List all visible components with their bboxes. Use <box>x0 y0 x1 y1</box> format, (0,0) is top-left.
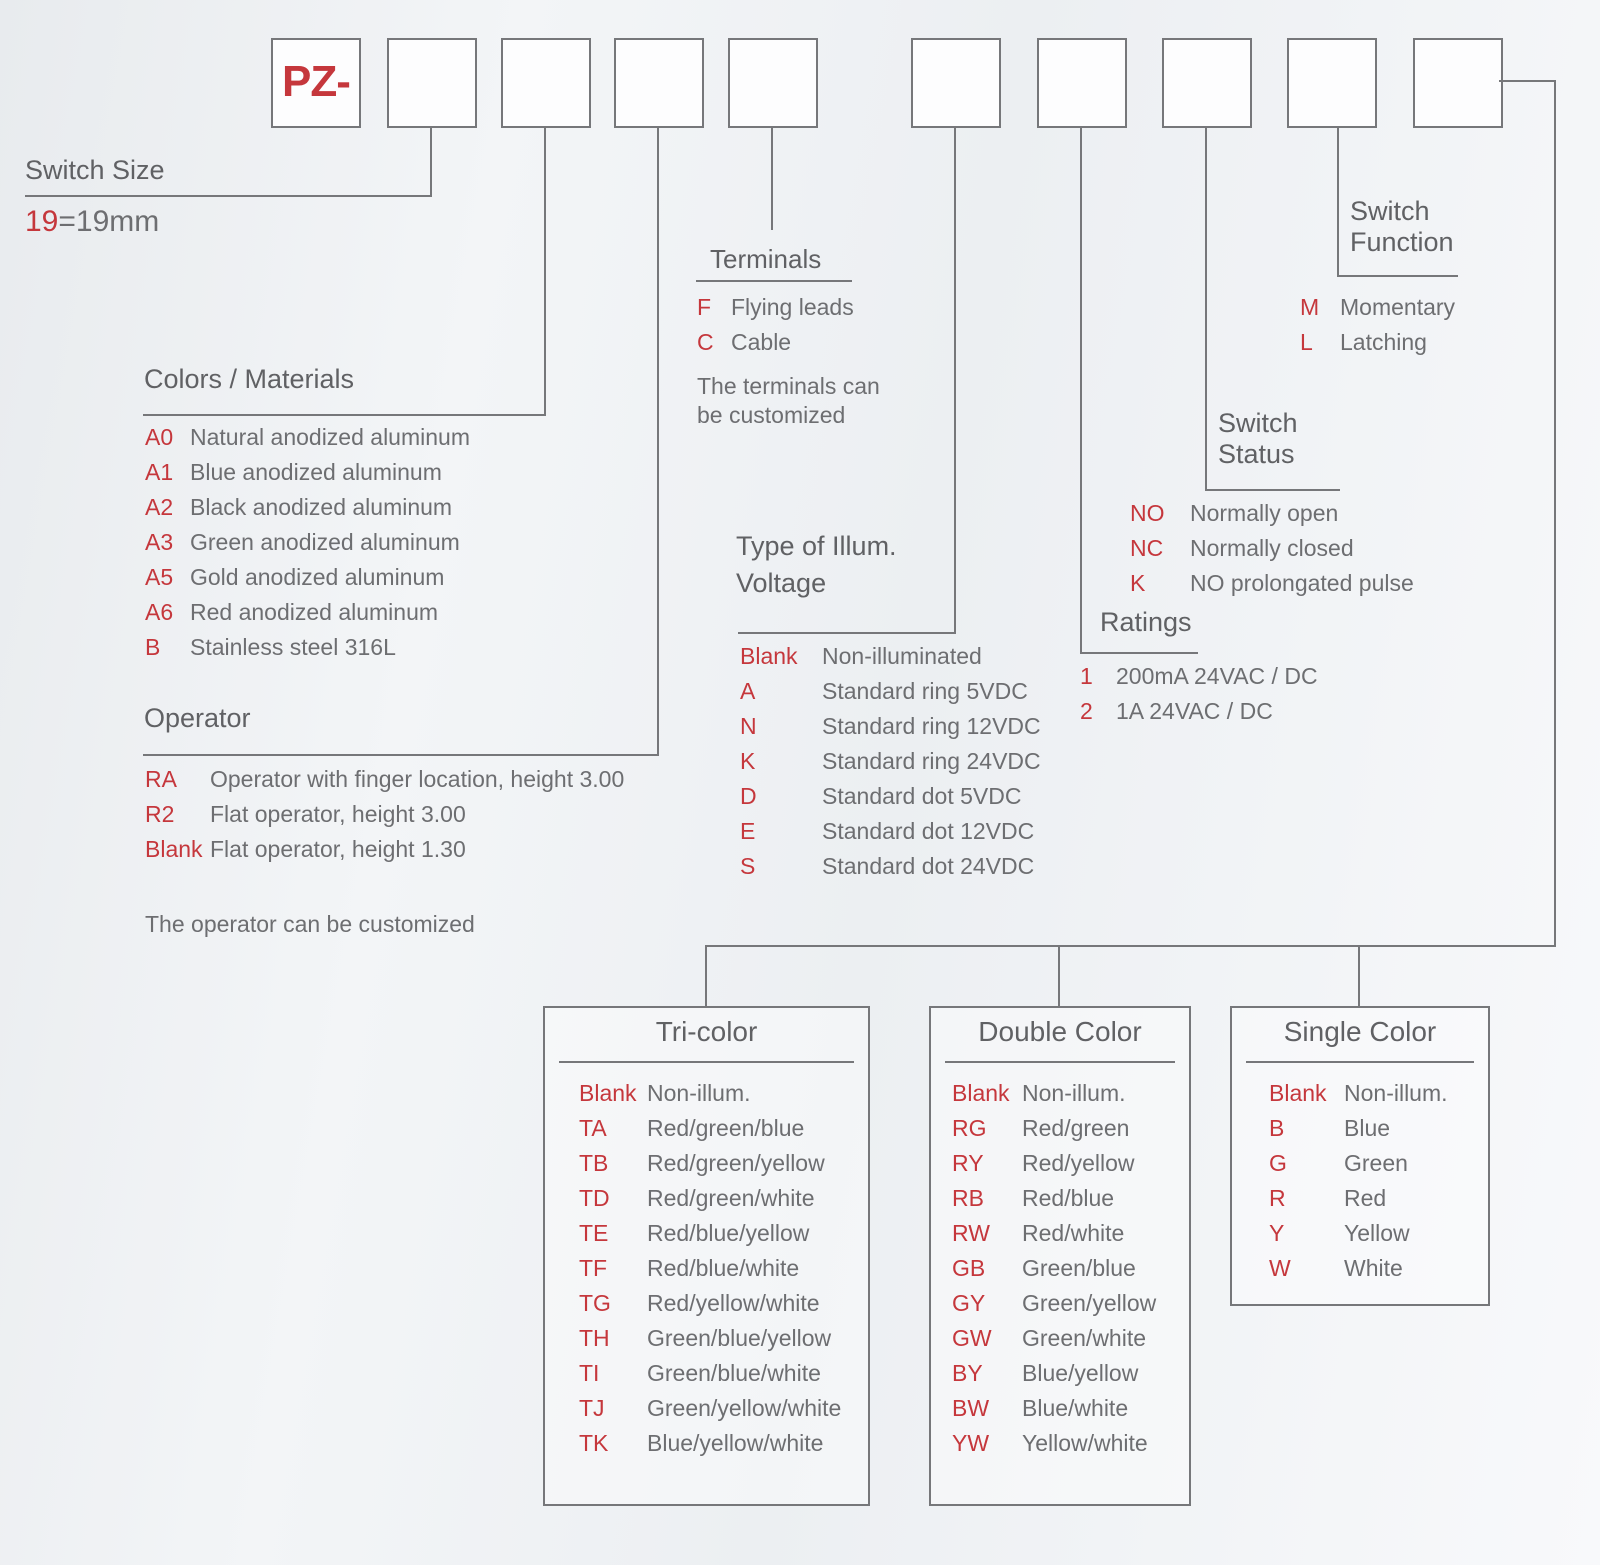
option-desc: Red/green/white <box>647 1185 815 1211</box>
option-desc: Red/yellow/white <box>647 1290 820 1316</box>
option-desc: Flat operator, height 3.00 <box>210 801 466 827</box>
connector-line <box>1080 652 1198 654</box>
connector-line <box>1554 80 1556 947</box>
option-desc: Green <box>1344 1150 1408 1176</box>
option-code: K <box>740 748 756 774</box>
option-code: B <box>145 634 161 660</box>
option-row <box>145 836 624 871</box>
double-color-panel <box>929 1006 1191 1506</box>
option-code: A <box>740 678 756 704</box>
option-desc: Flat operator, height 1.30 <box>210 836 466 862</box>
option-code: F <box>697 294 712 320</box>
single-color-underline <box>1246 1061 1474 1063</box>
option-desc: Red/blue/yellow <box>647 1220 810 1246</box>
option-code: GY <box>952 1290 986 1316</box>
option-code: R2 <box>145 801 175 827</box>
option-row <box>952 1115 1156 1150</box>
option-row <box>145 766 624 801</box>
part-code-box-status <box>1162 38 1252 128</box>
option-row <box>579 1360 841 1395</box>
option-code: TB <box>579 1150 609 1176</box>
switch-status-title-line1: Switch <box>1218 408 1298 438</box>
option-code: K <box>1130 570 1146 596</box>
option-row <box>579 1395 841 1430</box>
option-code: 2 <box>1080 698 1093 724</box>
tri-color-underline <box>559 1061 854 1063</box>
option-row <box>740 643 1041 678</box>
option-code: TF <box>579 1255 608 1281</box>
option-code: BY <box>952 1360 983 1386</box>
option-desc: Blue/white <box>1022 1395 1129 1421</box>
option-row <box>1130 535 1414 570</box>
option-desc: Red/green <box>1022 1115 1130 1141</box>
option-desc: Yellow/white <box>1022 1430 1148 1456</box>
option-code: A5 <box>145 564 174 590</box>
option-desc: Red/blue/white <box>647 1255 800 1281</box>
option-code: C <box>697 329 714 355</box>
option-desc: Red/green/blue <box>647 1115 805 1141</box>
option-code: RG <box>952 1115 987 1141</box>
option-row <box>1300 294 1455 329</box>
operator-list <box>145 766 624 871</box>
single-color-title: Single Color <box>1283 1016 1437 1047</box>
option-desc: Green/blue/white <box>647 1360 821 1386</box>
connector-line <box>430 126 432 197</box>
option-desc: Stainless steel 316L <box>190 634 396 660</box>
option-code: W <box>1269 1255 1291 1281</box>
option-desc: Natural anodized aluminum <box>190 424 470 450</box>
option-code: RB <box>952 1185 984 1211</box>
illumination-list <box>740 643 1041 888</box>
option-desc: Red <box>1344 1185 1387 1211</box>
option-row <box>697 329 854 364</box>
switch-function-title <box>1350 196 1454 258</box>
option-row <box>740 853 1041 888</box>
connector-line <box>738 632 956 634</box>
option-row <box>740 748 1041 783</box>
option-code: NO <box>1130 500 1165 526</box>
option-row <box>740 783 1041 818</box>
option-row <box>579 1430 841 1465</box>
option-desc: Normally closed <box>1190 535 1354 561</box>
illumination-title-line1: Type of Illum. <box>736 531 897 561</box>
connector-line <box>1205 489 1340 491</box>
switch-size-title: Switch Size <box>25 155 165 185</box>
option-row <box>579 1150 841 1185</box>
option-row <box>1269 1220 1448 1255</box>
option-desc: Green/yellow/white <box>647 1395 842 1421</box>
option-desc: Standard ring 12VDC <box>822 713 1041 739</box>
double-color-title: Double Color <box>978 1016 1142 1047</box>
option-desc: Gold anodized aluminum <box>190 564 445 590</box>
option-code: TE <box>579 1220 609 1246</box>
connector-line <box>1337 126 1339 277</box>
terminals-note-line1: The terminals can <box>697 373 880 399</box>
connector-line <box>1058 945 1060 1006</box>
option-code: Blank <box>740 643 798 669</box>
option-desc: Red/blue <box>1022 1185 1115 1211</box>
option-code: RW <box>952 1220 990 1246</box>
option-row <box>145 634 470 669</box>
option-desc: Standard dot 5VDC <box>822 783 1022 809</box>
option-desc: Red/yellow <box>1022 1150 1135 1176</box>
option-desc: Non-illuminated <box>822 643 982 669</box>
part-code-box-led-color <box>1413 38 1503 128</box>
option-desc: Green/blue <box>1022 1255 1136 1281</box>
option-desc: Normally open <box>1190 500 1339 526</box>
connector-line <box>1080 126 1082 654</box>
option-code: BW <box>952 1395 990 1421</box>
option-desc: Cable <box>731 329 792 355</box>
option-desc: Green/white <box>1022 1325 1147 1351</box>
option-row <box>952 1290 1156 1325</box>
terminals-note <box>697 372 880 430</box>
option-row <box>952 1325 1156 1360</box>
part-prefix-box: PZ- <box>271 38 361 128</box>
option-row <box>952 1360 1156 1395</box>
option-row <box>579 1255 841 1290</box>
option-row <box>1269 1115 1448 1150</box>
part-code-box-illumination <box>911 38 1001 128</box>
option-code: R <box>1269 1185 1286 1211</box>
option-code: L <box>1300 329 1313 355</box>
option-code: TI <box>579 1360 600 1386</box>
option-desc: Green/blue/yellow <box>647 1325 832 1351</box>
option-row <box>1269 1255 1448 1290</box>
single-color-panel <box>1230 1006 1490 1306</box>
colors-materials-list <box>145 424 470 669</box>
option-code: TA <box>579 1115 607 1141</box>
part-code-box-ratings <box>1037 38 1127 128</box>
option-code: NC <box>1130 535 1164 561</box>
option-desc: Green anodized aluminum <box>190 529 460 555</box>
option-code: A1 <box>145 459 174 485</box>
option-desc: Blue anodized aluminum <box>190 459 442 485</box>
option-row <box>579 1325 841 1360</box>
switch-status-title <box>1218 408 1298 470</box>
connector-line <box>544 126 546 416</box>
option-code: RA <box>145 766 177 792</box>
option-row <box>145 529 470 564</box>
option-row <box>952 1395 1156 1430</box>
connector-line <box>1337 275 1458 277</box>
illumination-title <box>736 528 897 602</box>
option-desc: Momentary <box>1340 294 1456 320</box>
tri-color-title: Tri-color <box>655 1016 758 1047</box>
option-row <box>740 713 1041 748</box>
option-code: A0 <box>145 424 174 450</box>
option-row <box>579 1220 841 1255</box>
terminals-title: Terminals <box>710 244 822 274</box>
option-desc: White <box>1344 1255 1403 1281</box>
option-code: TK <box>579 1430 609 1456</box>
switch-size-suffix: =19mm <box>58 205 160 238</box>
part-code-box-terminals <box>728 38 818 128</box>
option-row <box>145 801 624 836</box>
switch-size-value <box>25 205 159 239</box>
option-code: 1 <box>1080 663 1093 689</box>
option-code: D <box>740 783 757 809</box>
option-desc: Black anodized aluminum <box>190 494 453 520</box>
part-code-box-size <box>387 38 477 128</box>
connector-line <box>1499 80 1556 82</box>
option-desc: Red/green/yellow <box>647 1150 825 1176</box>
option-row <box>952 1185 1156 1220</box>
option-row <box>740 678 1041 713</box>
option-desc: Red/white <box>1022 1220 1125 1246</box>
option-desc: Blue/yellow/white <box>647 1430 824 1456</box>
connector-line <box>143 754 659 756</box>
option-code: Blank <box>579 1080 637 1106</box>
option-code: G <box>1269 1150 1287 1176</box>
operator-title: Operator <box>144 703 251 733</box>
option-desc: Blue/yellow <box>1022 1360 1139 1386</box>
option-row <box>952 1220 1156 1255</box>
option-code: TH <box>579 1325 610 1351</box>
option-row <box>1269 1185 1448 1220</box>
option-code: RY <box>952 1150 984 1176</box>
option-row <box>145 599 470 634</box>
option-code: TJ <box>579 1395 605 1421</box>
option-row <box>740 818 1041 853</box>
option-desc: 1A 24VAC / DC <box>1116 698 1273 724</box>
ratings-title: Ratings <box>1100 607 1192 637</box>
option-row <box>579 1185 841 1220</box>
terminals-underline <box>696 280 852 282</box>
option-desc: Blue <box>1344 1115 1391 1141</box>
option-row <box>1130 500 1414 535</box>
option-row <box>952 1430 1156 1465</box>
option-code: B <box>1269 1115 1285 1141</box>
option-row <box>579 1080 841 1115</box>
switch-status-title-line2: Status <box>1218 439 1295 469</box>
tri-color-panel <box>543 1006 870 1506</box>
option-row <box>1080 698 1318 733</box>
option-desc: Standard ring 24VDC <box>822 748 1041 774</box>
option-desc: Flying leads <box>731 294 854 320</box>
option-code: S <box>740 853 756 879</box>
switch-function-title-line1: Switch <box>1350 196 1430 226</box>
part-code-box-function <box>1287 38 1377 128</box>
connector-line <box>954 126 956 634</box>
option-desc: Yellow <box>1344 1220 1410 1246</box>
option-code: GW <box>952 1325 992 1351</box>
connector-line <box>25 195 432 197</box>
option-desc: Non-illum. <box>1022 1080 1126 1106</box>
option-code: YW <box>952 1430 990 1456</box>
option-code: E <box>740 818 756 844</box>
option-code: TD <box>579 1185 610 1211</box>
switch-status-list <box>1130 500 1414 605</box>
option-row <box>145 424 470 459</box>
option-code: Blank <box>952 1080 1010 1106</box>
option-row <box>1130 570 1414 605</box>
part-code-box-operator <box>614 38 704 128</box>
switch-size-code: 19 <box>25 205 59 238</box>
option-code: M <box>1300 294 1320 320</box>
connector-line <box>1205 126 1207 491</box>
single-color-list <box>1269 1080 1448 1290</box>
colors-materials-title: Colors / Materials <box>144 364 355 394</box>
option-row <box>145 564 470 599</box>
option-row <box>579 1290 841 1325</box>
operator-note: The operator can be customized <box>145 911 475 937</box>
switch-function-list <box>1300 294 1455 364</box>
option-row <box>1300 329 1455 364</box>
option-row <box>697 294 854 329</box>
option-row <box>952 1255 1156 1290</box>
option-row <box>145 459 470 494</box>
connector-line <box>143 414 546 416</box>
connector-line <box>1358 945 1360 1006</box>
part-code-box-color-material <box>501 38 591 128</box>
double-color-underline <box>945 1061 1175 1063</box>
option-row <box>579 1115 841 1150</box>
option-desc: Operator with finger location, height 3.00 <box>210 766 625 792</box>
option-code: A3 <box>145 529 174 555</box>
option-desc: NO prolongated pulse <box>1190 570 1414 596</box>
option-desc: Red anodized aluminum <box>190 599 439 625</box>
option-code: Blank <box>1269 1080 1327 1106</box>
terminals-list <box>697 294 854 364</box>
connector-line <box>706 945 1556 947</box>
option-row <box>952 1080 1156 1115</box>
option-desc: Standard ring 5VDC <box>822 678 1028 704</box>
option-desc: Standard dot 24VDC <box>822 853 1035 879</box>
option-desc: Non-illum. <box>1344 1080 1448 1106</box>
option-row <box>1080 663 1318 698</box>
option-row <box>145 494 470 529</box>
connector-line <box>657 126 659 756</box>
option-code: Y <box>1269 1220 1285 1246</box>
option-desc: Standard dot 12VDC <box>822 818 1035 844</box>
option-code: Blank <box>145 836 203 862</box>
ratings-list <box>1080 663 1318 733</box>
switch-function-title-line2: Function <box>1350 227 1454 257</box>
option-code: N <box>740 713 757 739</box>
tri-color-list <box>579 1080 841 1465</box>
illumination-title-line2: Voltage <box>736 568 827 598</box>
option-row <box>1269 1080 1448 1115</box>
option-desc: Latching <box>1340 329 1427 355</box>
option-row <box>952 1150 1156 1185</box>
option-row <box>1269 1150 1448 1185</box>
double-color-list <box>952 1080 1156 1465</box>
option-code: A2 <box>145 494 174 520</box>
option-desc: Green/yellow <box>1022 1290 1157 1316</box>
terminals-note-line2: be customized <box>697 402 846 428</box>
option-code: TG <box>579 1290 611 1316</box>
option-desc: 200mA 24VAC / DC <box>1116 663 1318 689</box>
option-code: GB <box>952 1255 986 1281</box>
connector-line <box>771 126 773 230</box>
option-desc: Non-illum. <box>647 1080 751 1106</box>
connector-line <box>705 945 707 1006</box>
option-code: A6 <box>145 599 174 625</box>
